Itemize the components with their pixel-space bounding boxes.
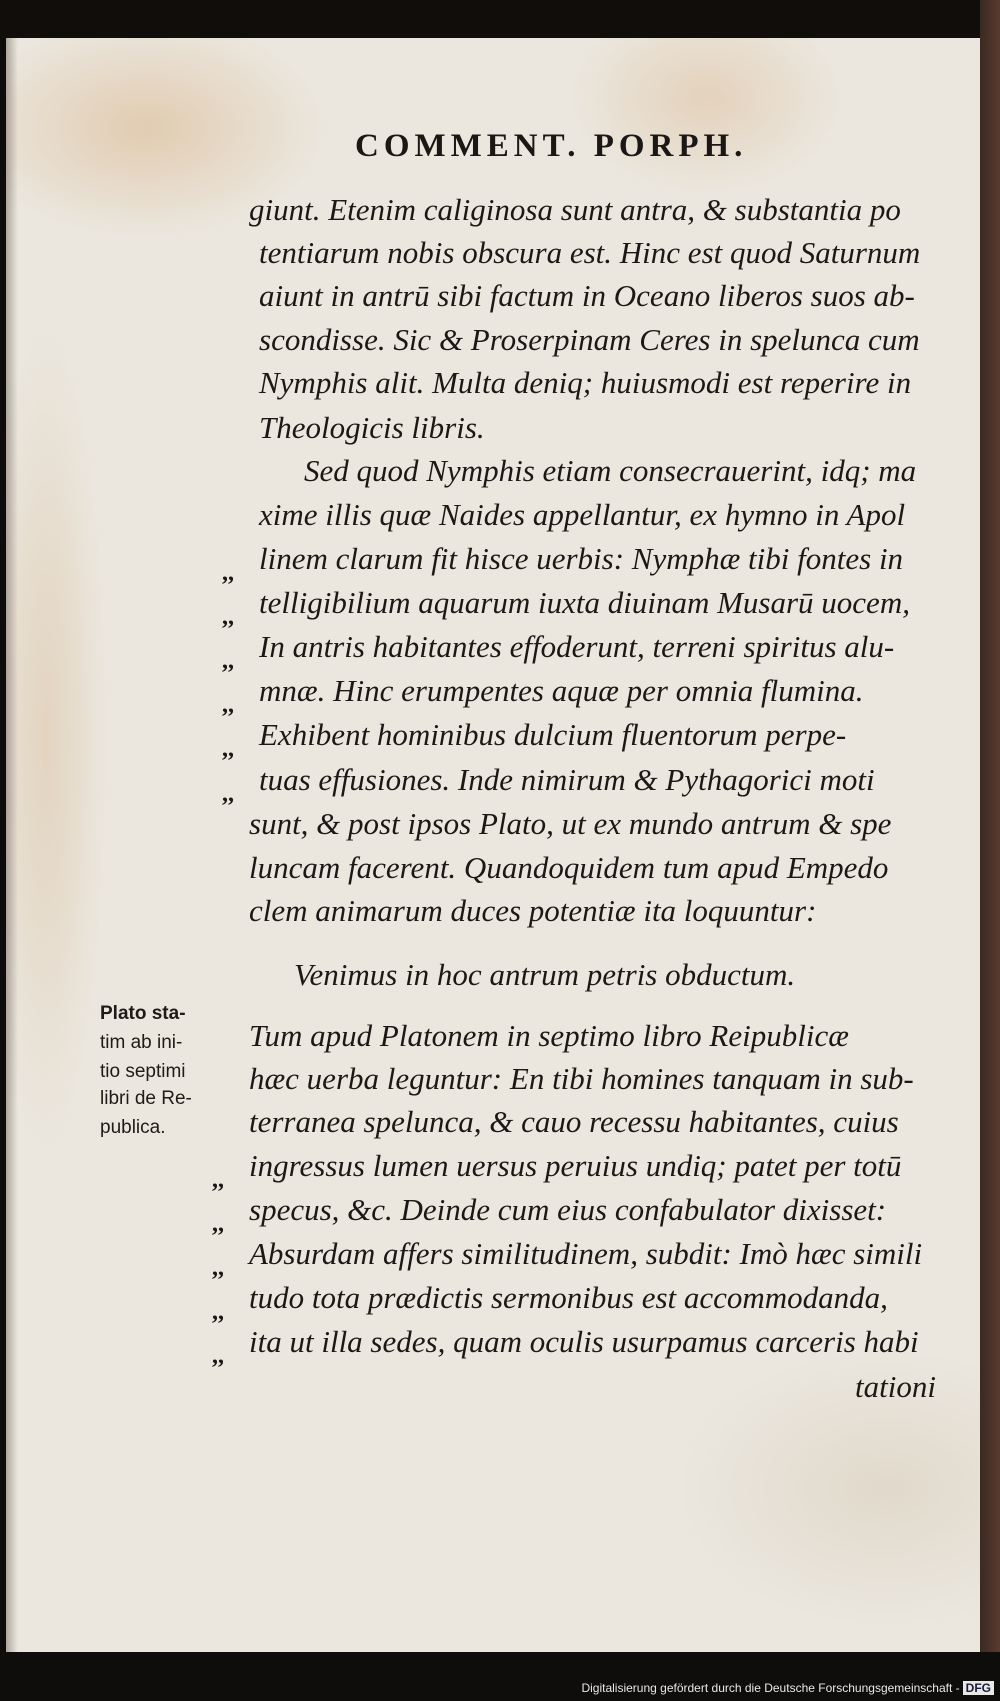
text-line: tudo tota prædictis sermonibus est accommodanda, [249,1280,888,1315]
text-line: luncam facerent. Quandoquidem tum apud Empedo [249,850,889,885]
text-line: In antris habitantes effoderunt, terreni spiritus alu- [259,629,895,664]
quote-mark: ,, [212,1299,224,1325]
text-line: Venimus in hoc antrum petris obductum. [294,957,796,992]
text-line: Tum apud Platonem in septimo libro Reipublicæ [249,1018,849,1053]
text-line: tuas effusiones. Inde nimirum & Pythagorici moti [259,762,875,797]
text-line: xime illis quæ Naides appellantur, ex hymno in Apol [259,497,906,532]
margin-note-line: Plato sta- [100,1003,186,1024]
scan-right-edge [980,0,1000,1701]
quote-mark: ,, [222,692,234,718]
quote-mark: ,, [222,560,234,586]
text-line: terranea spelunca, & cauo recessu habitantes, cuius [249,1104,899,1139]
scan-top-border [0,0,1000,40]
margin-note-line: libri de Re- [100,1088,192,1109]
text-line: Sed quod Nymphis etiam consecrauerint, idq; ma [304,453,917,488]
text-line: scondisse. Sic & Proserpinam Ceres in spelunca cum [259,322,920,357]
digitization-credit [581,1681,994,1695]
gutter-shadow [6,38,18,1652]
quote-mark: ,, [212,1167,224,1193]
text-line: giunt. Etenim caliginosa sunt antra, & substantia po [249,192,901,227]
text-line: Exhibent hominibus dulcium fluentorum perpe- [259,717,847,752]
quote-mark: ,, [212,1211,224,1237]
quote-mark: ,, [222,604,234,630]
text-line: ingressus lumen uersus peruius undiq; patet per totū [249,1148,902,1183]
text-line: tationi [855,1369,936,1404]
running-head: COMMENT. PORPH. [355,128,748,164]
text-line: ita ut illa sedes, quam oculis usurpamus carceris habi [249,1324,919,1359]
margin-note-line: tim ab ini- [100,1032,183,1053]
text-line: Theologicis libris. [259,410,485,445]
text-line: hæc uerba leguntur: En tibi homines tanquam in sub- [249,1061,914,1096]
dfg-logo: DFG [963,1681,994,1695]
quote-mark: ,, [212,1343,224,1369]
credit-text: Digitalisierung gefördert durch die Deutsche Forschungsgemeinschaft - [581,1681,960,1695]
text-line: clem animarum duces potentiæ ita loquuntur: [249,893,817,928]
margin-note-line: tio septimi [100,1061,186,1082]
margin-note-line: publica. [100,1117,166,1138]
text-line: mnæ. Hinc erumpentes aquæ per omnia flumina. [259,673,864,708]
quote-mark: ,, [222,781,234,807]
text-line: specus, &c. Deinde cum eius confabulator dixisset: [249,1192,887,1227]
quote-mark: ,, [212,1255,224,1281]
text-line: aiunt in antrū sibi factum in Oceano liberos suos ab- [259,278,915,313]
text-line: sunt, & post ipsos Plato, ut ex mundo antrum & spe [249,806,892,841]
text-line: linem clarum fit hisce uerbis: Nymphæ tibi fontes in [259,541,904,576]
text-line: Absurdam affers similitudinem, subdit: Imò hæc simili [249,1236,923,1271]
text-line: tentiarum nobis obscura est. Hinc est quod Saturnum [259,235,921,270]
text-line: Nymphis alit. Multa deniq; huiusmodi est reperire in [259,365,912,400]
text-line: telligibilium aquarum iuxta diuinam Musarū uocem, [259,585,910,620]
quote-mark: ,, [222,648,234,674]
quote-mark: ,, [222,736,234,762]
